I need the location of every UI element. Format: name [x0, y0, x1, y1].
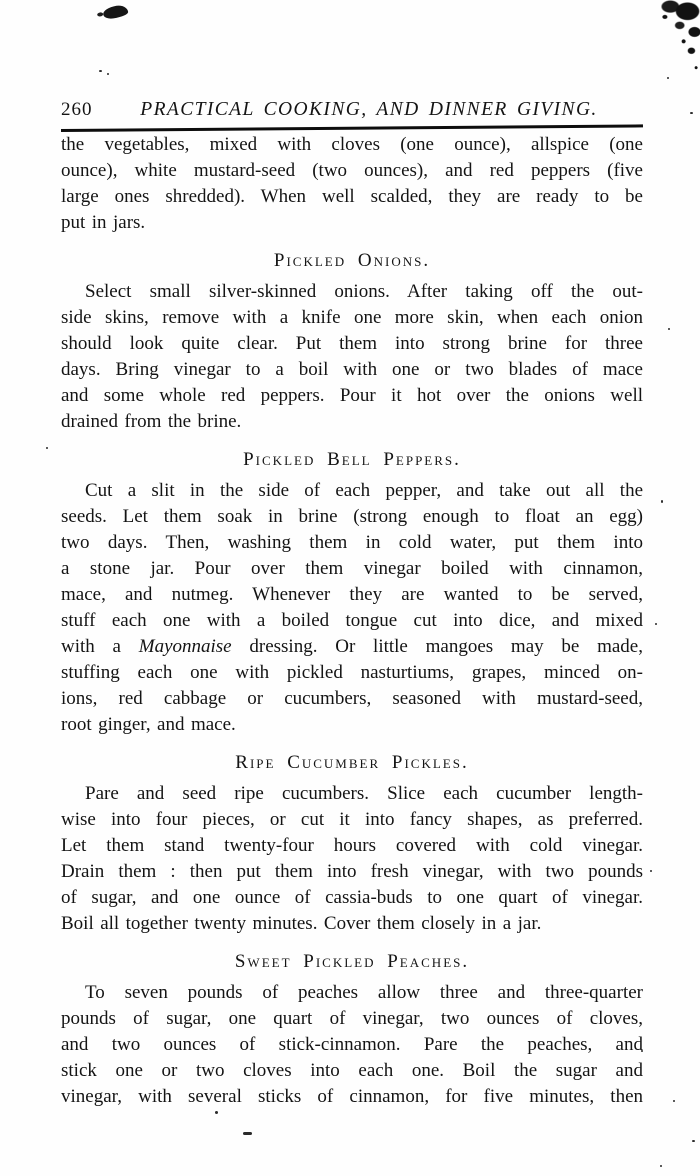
recipe-section	[61, 751, 643, 937]
recipe-section	[61, 950, 643, 1110]
text-line: the vegetables, mixed with cloves (one ounce), allspice (one	[61, 133, 643, 155]
recipe-paragraph	[61, 980, 643, 1110]
text-line: ions, red cabbage or cucumbers, seasoned with mustard-seed,	[61, 687, 643, 709]
text-line: a stone jar. Pour over them vinegar boiled with cinnamon,	[61, 557, 643, 579]
section-heading: Pickled Bell Peppers.	[243, 448, 461, 470]
text-line: large ones shredded). When well scalded, they are ready to be	[61, 185, 643, 207]
text-line: drained from the brine.	[61, 410, 242, 432]
recipe-paragraph	[61, 781, 643, 937]
scan-dash-artifact	[243, 1132, 252, 1135]
section-heading: Ripe Cucumber Pickles.	[235, 751, 469, 773]
scan-speck	[667, 77, 669, 79]
recipe-paragraph	[61, 478, 643, 738]
text-line: Drain them : then put them into fresh vinegar, with two pounds	[61, 860, 643, 882]
text-line: with a Mayonnaise dressing. Or little mangoes may be made,	[61, 635, 643, 657]
page-number: 260	[61, 99, 93, 120]
scan-speck	[99, 70, 102, 72]
recipe-sections	[61, 249, 643, 1110]
scan-speck	[107, 73, 109, 75]
text-line: ounce), white mustard-seed (two ounces), and red peppers (five	[61, 159, 643, 181]
text-line: two days. Then, washing them in cold water, put them into	[61, 531, 643, 553]
running-head	[61, 98, 643, 122]
scan-speck	[668, 328, 670, 330]
scan-speck	[660, 1165, 662, 1167]
recipe-section	[61, 249, 643, 435]
section-heading: Sweet Pickled Peaches.	[234, 950, 470, 972]
text-line: Cut a slit in the side of each pepper, and take out all the	[85, 479, 643, 501]
scan-speck	[661, 500, 663, 503]
text-line: root ginger, and mace.	[61, 713, 236, 735]
scan-speck	[655, 623, 657, 625]
text-line: To seven pounds of peaches allow three and three-quarter	[85, 981, 643, 1003]
text-line: Boil all together twenty minutes. Cover them closely in a jar.	[61, 912, 542, 934]
scan-corner-noise	[622, 0, 700, 94]
scan-speck	[690, 112, 693, 114]
scan-speck	[46, 447, 48, 449]
text-line: wise into four pieces, or cut it into fancy shapes, as preferred.	[61, 808, 643, 830]
text-line: pounds of sugar, one quart of vinegar, two ounces of cloves,	[61, 1007, 643, 1029]
text-line: Pare and seed ripe cucumbers. Slice each cucumber length-	[85, 782, 643, 804]
text-line: stuffing each one with pickled nasturtiums, grapes, minced on-	[61, 661, 643, 683]
text-line: should look quite clear. Put them into strong brine for three	[61, 332, 643, 354]
running-title: PRACTICAL COOKING, AND DINNER GIVING.	[140, 99, 598, 120]
text-column	[61, 98, 643, 1110]
header-rule	[61, 124, 643, 131]
text-line: mace, and nutmeg. Whenever they are wanted to be served,	[61, 583, 643, 605]
scan-speck	[673, 1100, 675, 1102]
text-line: stuff each one with a boiled tongue cut into dice, and mixed	[61, 609, 643, 631]
intro-paragraph	[61, 132, 643, 236]
text-line: seeds. Let them soak in brine (strong enough to float an egg)	[61, 505, 643, 527]
text-line: Let them stand twenty-four hours covered with cold vinegar.	[61, 834, 643, 856]
text-line: and some whole red peppers. Pour it hot over the onions well	[61, 384, 643, 406]
scan-speck	[692, 1140, 695, 1142]
text-line: and two ounces of stick-cinnamon. Pare the peaches, and	[61, 1033, 643, 1055]
text-line: of sugar, and one ounce of cassia-buds to one quart of vinegar.	[61, 886, 643, 908]
scan-speck	[215, 1111, 218, 1114]
section-heading: Pickled Onions.	[273, 249, 431, 271]
recipe-section	[61, 448, 643, 738]
text-line: Select small silver-skinned onions. After taking off the out-	[85, 280, 643, 302]
text-line: vinegar, with several sticks of cinnamon, for five minutes, then	[61, 1085, 643, 1107]
scan-speck	[650, 870, 652, 872]
recipe-paragraph	[61, 279, 643, 435]
text-line: days. Bring vinegar to a boil with one or two blades of mace	[61, 358, 643, 380]
ink-blot-artifact	[102, 4, 129, 20]
text-line: side skins, remove with a knife one more skin, when each onion	[61, 306, 643, 328]
text-line: put in jars.	[61, 211, 146, 233]
text-line: stick one or two cloves into each one. Boil the sugar and	[61, 1059, 643, 1081]
